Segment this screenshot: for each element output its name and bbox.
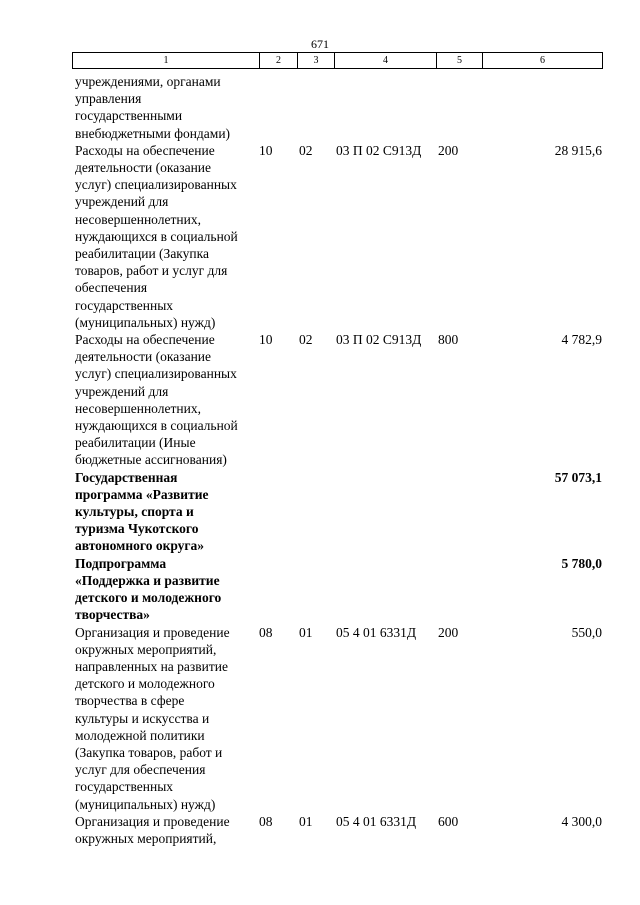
row-name: Расходы на обеспечение деятельности (оказание услуг) специализированных учреждений для несовершеннолетних, нуждающихся в социальной реабилитации (Закупка товаров, работ и услуг для обеспечения государственных (муниципальных) нужд) — [75, 142, 238, 330]
row-target-code: 03 П 02 С913Д — [336, 332, 422, 348]
row-name: Расходы на обеспечение деятельности (оказание услуг) специализированных учреждений для несовершеннолетних, нуждающихся в социальной реабилитации (Иные бюджетные ассигнования) — [75, 332, 238, 468]
table-row — [72, 555, 602, 624]
column-header-6: 6 — [483, 53, 603, 69]
row-amount: 28 915,6 — [554, 142, 602, 158]
column-header-row — [73, 53, 603, 69]
row-subsection: 02 — [299, 142, 313, 158]
page-number: 671 — [311, 37, 329, 51]
table-row — [72, 469, 602, 555]
row-subsection: 01 — [299, 624, 313, 640]
row-amount: 57 073,1 — [554, 469, 602, 485]
table-row — [72, 73, 602, 142]
row-amount: 550,0 — [571, 624, 602, 640]
row-name: Организация и проведение окружных мероприятий, — [75, 813, 230, 846]
row-expense-type: 200 — [438, 142, 459, 158]
row-expense-type: 800 — [438, 332, 459, 348]
column-header-4: 4 — [335, 53, 437, 69]
row-target-code: 05 4 01 6331Д — [336, 813, 417, 829]
row-name: Государственная программа «Развитие культуры, спорта и туризма Чукотского автономного округа» — [75, 469, 209, 554]
row-expense-type: 600 — [438, 813, 459, 829]
row-amount: 4 782,9 — [561, 332, 602, 348]
row-subsection: 02 — [299, 332, 313, 348]
column-header-3: 3 — [298, 53, 335, 69]
row-section: 10 — [259, 332, 273, 348]
table-row — [72, 624, 602, 813]
row-name: Подпрограмма «Поддержка и развитие детского и молодежного творчества» — [75, 555, 222, 623]
row-section: 08 — [259, 813, 273, 829]
table-row — [72, 813, 602, 847]
column-header-1: 1 — [73, 53, 260, 69]
row-amount: 4 300,0 — [561, 813, 602, 829]
row-amount: 5 780,0 — [561, 555, 602, 571]
row-name: Организация и проведение окружных мероприятий, направленных на развитие детского и молодежного творчества в сфере культуры и искусства и молодежной политики (Закупка товаров, работ и услуг для обеспечения государственных (муниципальных) нужд) — [75, 624, 230, 812]
budget-table-body — [72, 73, 602, 847]
column-header-table — [72, 52, 603, 69]
column-header-5: 5 — [437, 53, 483, 69]
row-target-code: 05 4 01 6331Д — [336, 624, 417, 640]
row-section: 08 — [259, 624, 273, 640]
table-row — [72, 331, 602, 469]
row-target-code: 03 П 02 С913Д — [336, 142, 422, 158]
row-expense-type: 200 — [438, 624, 459, 640]
column-header-2: 2 — [260, 53, 298, 69]
row-section: 10 — [259, 142, 273, 158]
row-name: учреждениями, органами управления государственными внебюджетными фондами) — [75, 74, 231, 141]
row-subsection: 01 — [299, 813, 313, 829]
table-row — [72, 142, 602, 331]
